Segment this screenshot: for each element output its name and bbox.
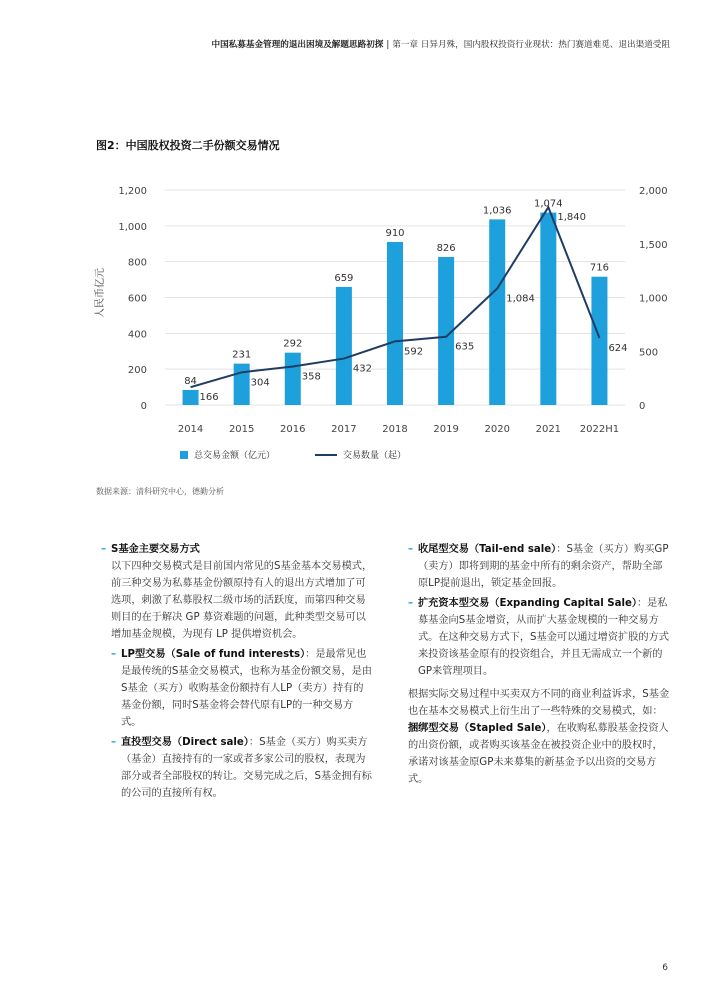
bar-value-label: 1,074 <box>534 198 563 210</box>
left-column <box>101 541 373 802</box>
main-section <box>101 541 373 802</box>
figure-source: 数据来源：清科研究中心，德勤分析 <box>96 487 224 496</box>
legend-bar-swatch <box>180 451 188 459</box>
bar-value-label: 292 <box>283 338 303 350</box>
y2-tick-label: 1,500 <box>639 239 668 251</box>
x-tick-label: 2014 <box>177 424 204 435</box>
line-value-label: 304 <box>250 377 270 389</box>
direct-trade-title: 直投型交易（Direct sale） <box>121 737 249 748</box>
y-tick-label: 1,000 <box>118 221 147 233</box>
y-tick-label: 600 <box>127 293 147 305</box>
right-column <box>408 541 670 788</box>
x-tick-label: 2016 <box>280 424 306 435</box>
main-heading: S基金主要交易方式 <box>111 544 200 555</box>
y2-tick-label: 2,000 <box>639 186 668 197</box>
direct-trade-body: ：S基金（买方）购买卖方（基金）直接持有的一家或者多家公司的股权，表现为部分或者全部股权的转让。交易完成之后，S基金拥有标的公司的直接所有权。 <box>121 737 372 799</box>
bar-value-label: 659 <box>334 272 354 284</box>
x-tick-label: 2020 <box>484 424 510 435</box>
line-value-label: 1,840 <box>557 212 586 224</box>
y2-tick-label: 0 <box>639 401 646 412</box>
derived-modes-paragraph <box>408 686 670 788</box>
dash-marker: – <box>408 544 414 555</box>
x-tick-label: 2015 <box>228 424 255 435</box>
expanding-capital-item <box>408 595 670 680</box>
bar-2022H1 <box>591 277 607 405</box>
bar-2015 <box>234 364 250 405</box>
y-tick-label: 400 <box>127 329 147 341</box>
bar-value-label: 231 <box>232 349 252 361</box>
y-tick-label: 0 <box>140 401 147 412</box>
bar-value-label: 826 <box>436 243 456 255</box>
dash-marker: – <box>101 544 107 555</box>
line-value-label: 592 <box>404 346 424 358</box>
expanding-capital-title: 扩充资本型交易（Expanding Capital Sale） <box>418 598 637 609</box>
bar-value-label: 716 <box>589 262 609 274</box>
y-tick-label: 200 <box>127 365 147 377</box>
x-tick-label: 2022H1 <box>579 424 620 435</box>
page-number: 6 <box>662 963 668 973</box>
line-value-label: 358 <box>301 371 321 383</box>
lp-trade-item <box>111 646 373 731</box>
bar-2021 <box>540 213 556 405</box>
y-axis-label: 人民币亿元 <box>95 268 106 318</box>
y2-tick-label: 500 <box>639 347 659 359</box>
x-tick-label: 2021 <box>535 424 562 435</box>
y2-tick-label: 1,000 <box>639 293 668 305</box>
line-value-label: 624 <box>608 342 628 354</box>
paragraph-post: ，在收购私募股基金投资人的出资份额，或者购买该基金在被投资企业中的股权时，承诺对该基金原GP未来募集的新基金予以出资的交易方式。 <box>408 723 669 785</box>
dash-marker: – <box>408 598 414 609</box>
lp-trade-title: LP型交易（Sale of fund interests） <box>121 649 306 660</box>
expanding-capital-body: ：是私募基金向S基金增资，从而扩大基金规模的一种交易方式。在这种交易方式下，S基金可以通过增资扩股的方式来投资该基金原有的投资组合，并且无需成立一个新的GP来管理项目。 <box>418 598 669 677</box>
direct-trade-item <box>111 734 373 802</box>
bar-2017 <box>336 287 352 405</box>
bar-2018 <box>387 242 403 405</box>
y-tick-label: 1,200 <box>118 186 147 197</box>
tail-end-item <box>408 541 670 592</box>
bar-value-label: 84 <box>184 375 197 387</box>
bar-2016 <box>285 353 301 405</box>
header-title: 中国私募基金管理的退出困境及解题思路初探 <box>211 40 384 50</box>
y-tick-label: 800 <box>127 257 147 269</box>
legend-line-label: 交易数量（起） <box>343 451 407 461</box>
page-header <box>211 38 670 50</box>
lp-trade-body: ：是最常见也是最传统的S基金交易模式，也称为基金份额交易，是由S基金（买方）收购基金份额持有人LP（卖方）持有的基金份额，同时S基金将会替代原有LP的一种交易方式。 <box>121 649 372 728</box>
line-value-label: 166 <box>199 392 219 404</box>
legend-bar-label: 总交易金额（亿元） <box>194 451 276 461</box>
line-value-label: 432 <box>352 363 372 375</box>
legend-line-swatch <box>315 454 337 456</box>
x-tick-label: 2017 <box>331 424 357 435</box>
bar-2014 <box>183 390 199 405</box>
dash-marker: – <box>111 649 117 660</box>
header-chapter: 第一章 日异月殊，国内股权投资行业现状：热门赛道难觅、退出渠道受阻 <box>392 40 670 50</box>
header-separator: | <box>386 40 390 50</box>
tail-end-title: 收尾型交易（Tail-end sale） <box>418 544 557 555</box>
intro-text: 以下四种交易模式是目前国内常见的S基金基本交易模式，前三种交易为私募基金份额原持有人的退出方式增加了可选项，刺激了私募股权二级市场的活跃度，而第四种交易则目的在于解决 GP 募资难题的问题，此种类型交易可以增加基金规模，为现有 LP 提供增资机会。 <box>111 561 373 640</box>
chart-legend <box>180 448 406 461</box>
line-value-label: 635 <box>455 341 475 353</box>
stapled-title: 捆绑型交易（Stapled Sale） <box>408 723 547 734</box>
dash-marker: – <box>111 737 117 748</box>
tail-end-body: ：S基金（买方）购买GP（卖方）即将到期的基金中所有的剩余资产，帮助全部原LP提前退出，锁定基金回报。 <box>418 544 669 589</box>
bar-2020 <box>489 219 505 405</box>
bar-value-label: 910 <box>385 227 405 239</box>
paragraph-pre: 根据实际交易过程中买卖双方不同的商业利益诉求，S基金也在基本交易模式上衍生出了一些特殊的交易模式，如： <box>408 689 670 717</box>
bar-value-label: 1,036 <box>482 205 512 217</box>
x-tick-label: 2018 <box>382 424 408 435</box>
line-value-label: 1,084 <box>506 293 535 305</box>
trading-chart <box>0 175 710 475</box>
x-tick-label: 2019 <box>433 424 459 435</box>
figure-title: 图2：中国股权投资二手份额交易情况 <box>96 139 280 152</box>
